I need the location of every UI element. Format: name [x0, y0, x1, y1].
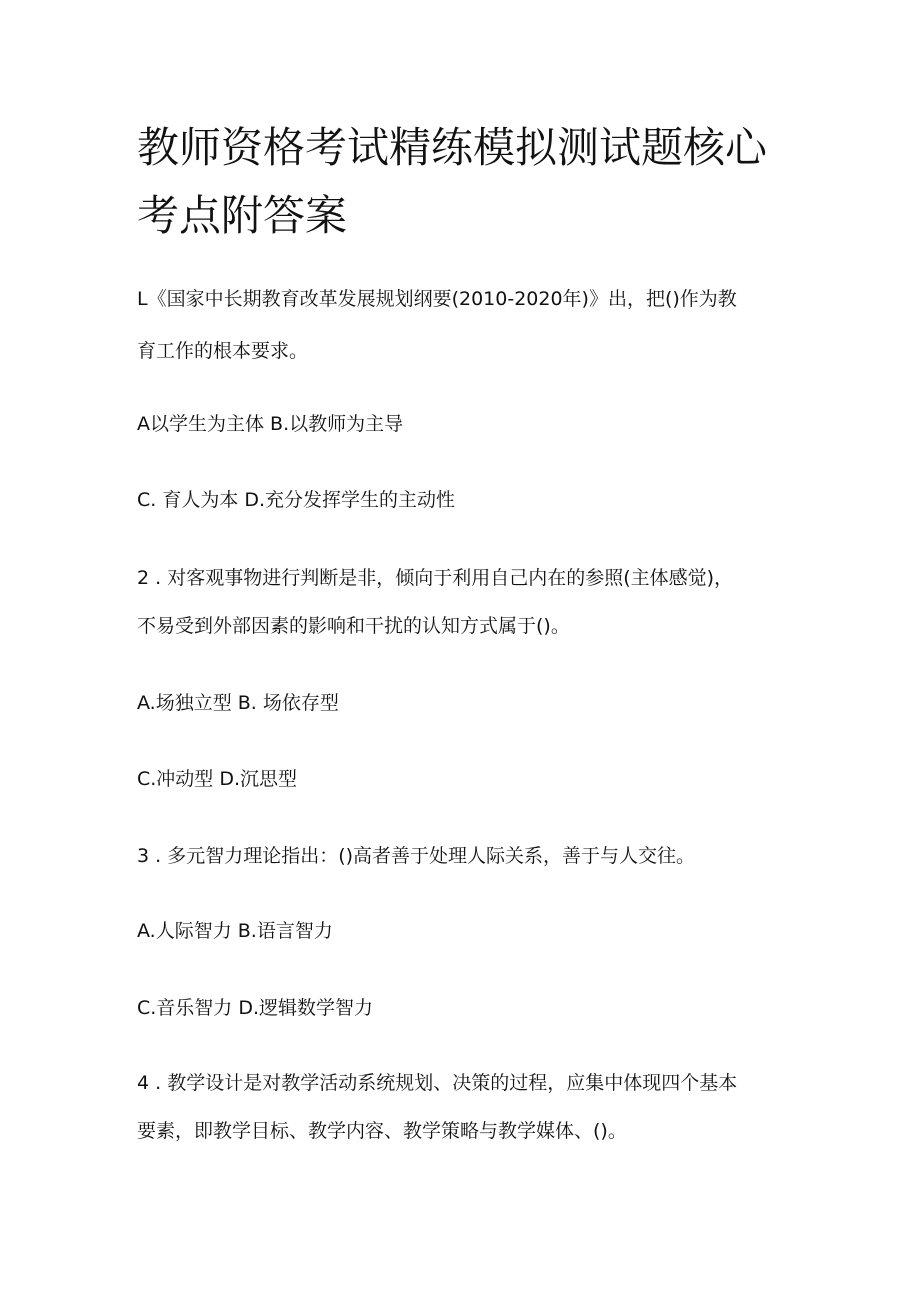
question-stem-line: 2 . 对客观事物进行判断是非，倾向于利用自己内在的参照(主体感觉)， — [137, 567, 734, 589]
question-options-line: C. 育人为本 D.充分发挥学生的主动性 — [137, 489, 456, 511]
question-stem-line: 不易受到外部因素的影响和干扰的认知方式属于()。 — [137, 615, 570, 637]
question-options-line: C.冲动型 D.沉思型 — [137, 768, 298, 790]
question-options-line: C.音乐智力 D.逻辑数学智力 — [137, 997, 374, 1019]
question-options-line: A.人际智力 B.语言智力 — [137, 920, 333, 942]
question-stem-line: L《国家中长期教育改革发展规划纲要(2010-2020年)》出，把()作为教 — [137, 288, 737, 310]
question-stem-line: 4 . 教学设计是对教学活动系统规划、决策的过程，应集中体现四个基本 — [137, 1072, 738, 1094]
question-stem-line: 育工作的根本要求。 — [137, 340, 309, 362]
document-title-line-2: 考点附答案 — [137, 191, 348, 240]
question-stem-line: 3 . 多元智力理论指出：()高者善于处理人际关系，善于与人交往。 — [137, 845, 696, 867]
question-options-line: A以学生为主体 B.以教师为主导 — [137, 413, 404, 435]
document-title-line-1: 教师资格考试精练模拟测试题核心 — [137, 123, 768, 172]
question-options-line: A.场独立型 B. 场依存型 — [137, 692, 339, 714]
question-stem-line: 要素，即教学目标、教学内容、教学策略与教学媒体、()。 — [137, 1120, 627, 1142]
